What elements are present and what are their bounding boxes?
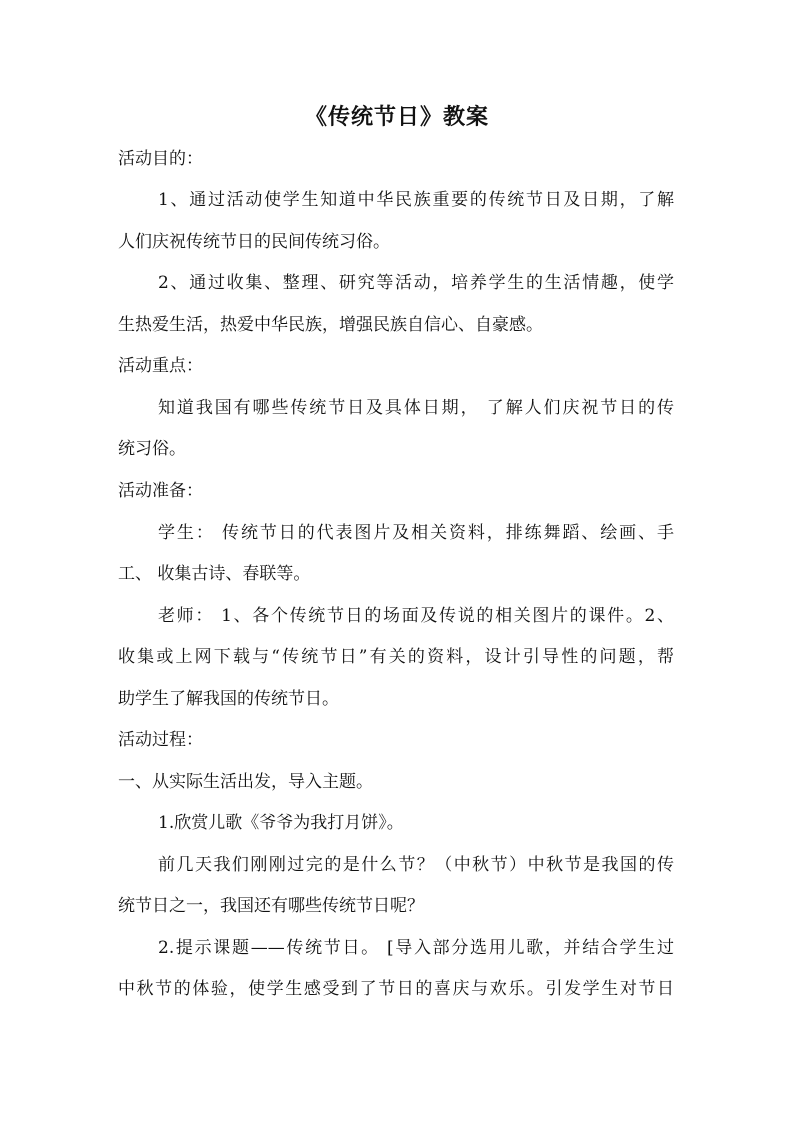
paragraph-line: 生热爱生活，热爱中华民族，增强民族自信心、自豪感。 xyxy=(118,315,543,335)
section-heading-preparation: 活动准备： xyxy=(118,481,203,501)
section-heading-process: 活动过程： xyxy=(118,730,203,750)
paragraph-line: 中秋节的体验，使学生感受到了节日的喜庆与欢乐。引发学生对节日 xyxy=(118,979,674,999)
paragraph-line: 老师： 1、各个传统节日的场面及传说的相关图片的课件。2、 xyxy=(158,606,674,626)
paragraph-line: 收集或上网下载与“传统节日”有关的资料，设计引导性的问题，帮 xyxy=(118,647,674,667)
paragraph-line: 2.提示课题——传统节日。 [导入部分选用儿歌，并结合学生过 xyxy=(158,938,674,958)
paragraph-line: 前几天我们刚刚过完的是什么节？（中秋节）中秋节是我国的传 xyxy=(158,855,674,875)
paragraph-line: 工、 收集古诗、春联等。 xyxy=(118,564,311,584)
paragraph-line: 统节日之一，我国还有哪些传统节日呢？ xyxy=(118,896,424,916)
document-title: 《传统节日》教案 xyxy=(304,104,489,130)
section-heading-goals: 活动目的： xyxy=(118,149,203,169)
paragraph-line: 助学生了解我国的传统节日。 xyxy=(118,689,339,709)
paragraph-line: 学生： 传统节日的代表图片及相关资料，排练舞蹈、绘画、手 xyxy=(158,523,674,543)
paragraph-line: 人们庆祝传统节日的民间传统习俗。 xyxy=(118,232,390,252)
paragraph-line: 1、通过活动使学生知道中华民族重要的传统节日及日期，了解 xyxy=(158,190,674,210)
paragraph-line: 1.欣赏儿歌《爷爷为我打月饼》。 xyxy=(158,813,404,833)
subsection-heading: 一、从实际生活出发，导入主题。 xyxy=(118,772,373,792)
section-heading-focus: 活动重点： xyxy=(118,356,203,376)
paragraph-line: 2、通过收集、整理、研究等活动，培养学生的生活情趣，使学 xyxy=(158,273,674,293)
paragraph-line: 知道我国有哪些传统节日及具体日期， 了解人们庆祝节日的传 xyxy=(158,398,674,418)
paragraph-line: 统习俗。 xyxy=(118,439,186,459)
